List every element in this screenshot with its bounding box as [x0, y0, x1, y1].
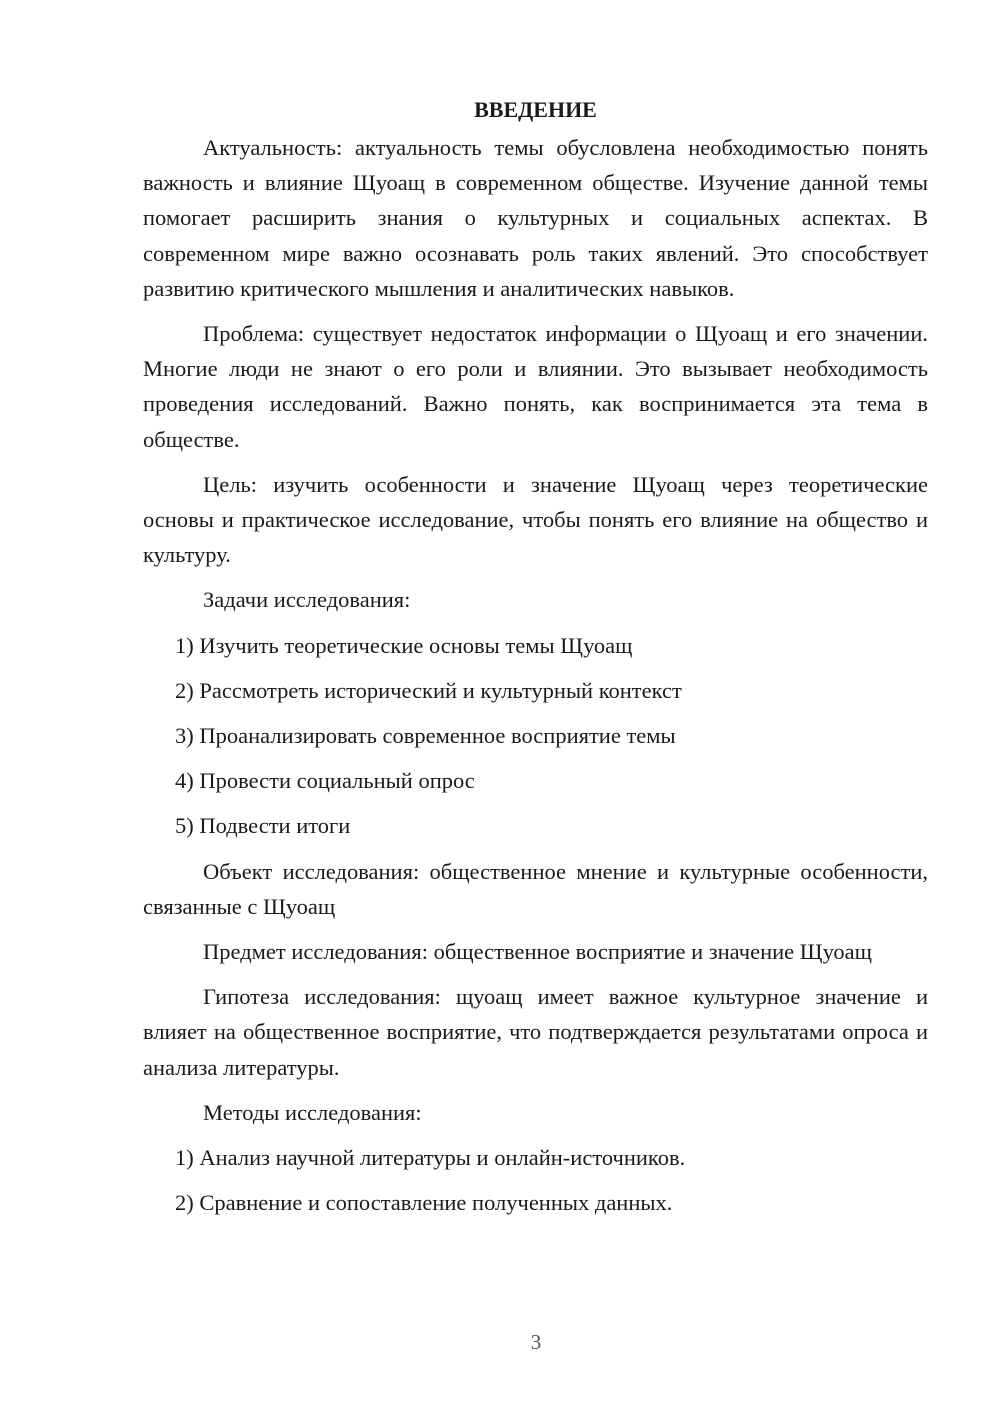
problem-paragraph: Проблема: существует недостаток информации о Щуоащ и его значении. Многие люди не знают о его роли и влиянии. Это вызывает необходимость проведения исследований. Важно понять, как воспринимается эта тема в обществе. — [143, 321, 928, 452]
page-number: 3 — [530, 1330, 542, 1354]
hypothesis-paragraph: Гипотеза исследования: щуоащ имеет важное культурное значение и влияет на общественное восприятие, что подтверждается результатами опроса и анализа литературы. — [143, 984, 928, 1080]
list-item: 2) Сравнение и сопоставление полученных данных. — [175, 1190, 673, 1216]
tasks-heading: Задачи исследования: — [203, 587, 411, 613]
object-paragraph: Объект исследования: общественное мнение и культурные особенности, связанные с Щуоащ — [143, 858, 928, 919]
goal-paragraph: Цель: изучить особенности и значение Щуоащ через теоретические основы и практическое исследование, чтобы понять его влияние на общество и культуру. — [143, 471, 928, 568]
list-item: 5) Подвести итоги — [175, 813, 351, 839]
methods-list — [143, 1140, 928, 1220]
relevance-paragraph: Актуальность: актуальность темы обусловлена необходимостью понять важность и влияние Щуоащ в современном обществе. Изучение данной темы помогает расширить знания о культурных и социальных аспектах. В современном мире важно осознавать роль таких явлений. Это способствует развитию критического мышления и аналитических навыков. — [143, 135, 928, 301]
section-title: ВВЕДЕНИЕ — [474, 97, 597, 122]
subject-paragraph: Предмет исследования: общественное восприятие и значение Щуоащ — [203, 939, 872, 965]
list-item: 2) Рассмотреть исторический и культурный контекст — [175, 677, 682, 703]
methods-heading: Методы исследования: — [203, 1099, 422, 1125]
list-item: 1) Изучить теоретические основы темы Щуоащ — [175, 632, 633, 658]
list-item: 3) Проанализировать современное восприятие темы — [175, 723, 676, 749]
tasks-list — [143, 628, 928, 844]
list-item: 4) Провести социальный опрос — [175, 768, 475, 794]
document-page — [143, 92, 928, 1230]
list-item: 1) Анализ научной литературы и онлайн-источников. — [175, 1145, 686, 1171]
